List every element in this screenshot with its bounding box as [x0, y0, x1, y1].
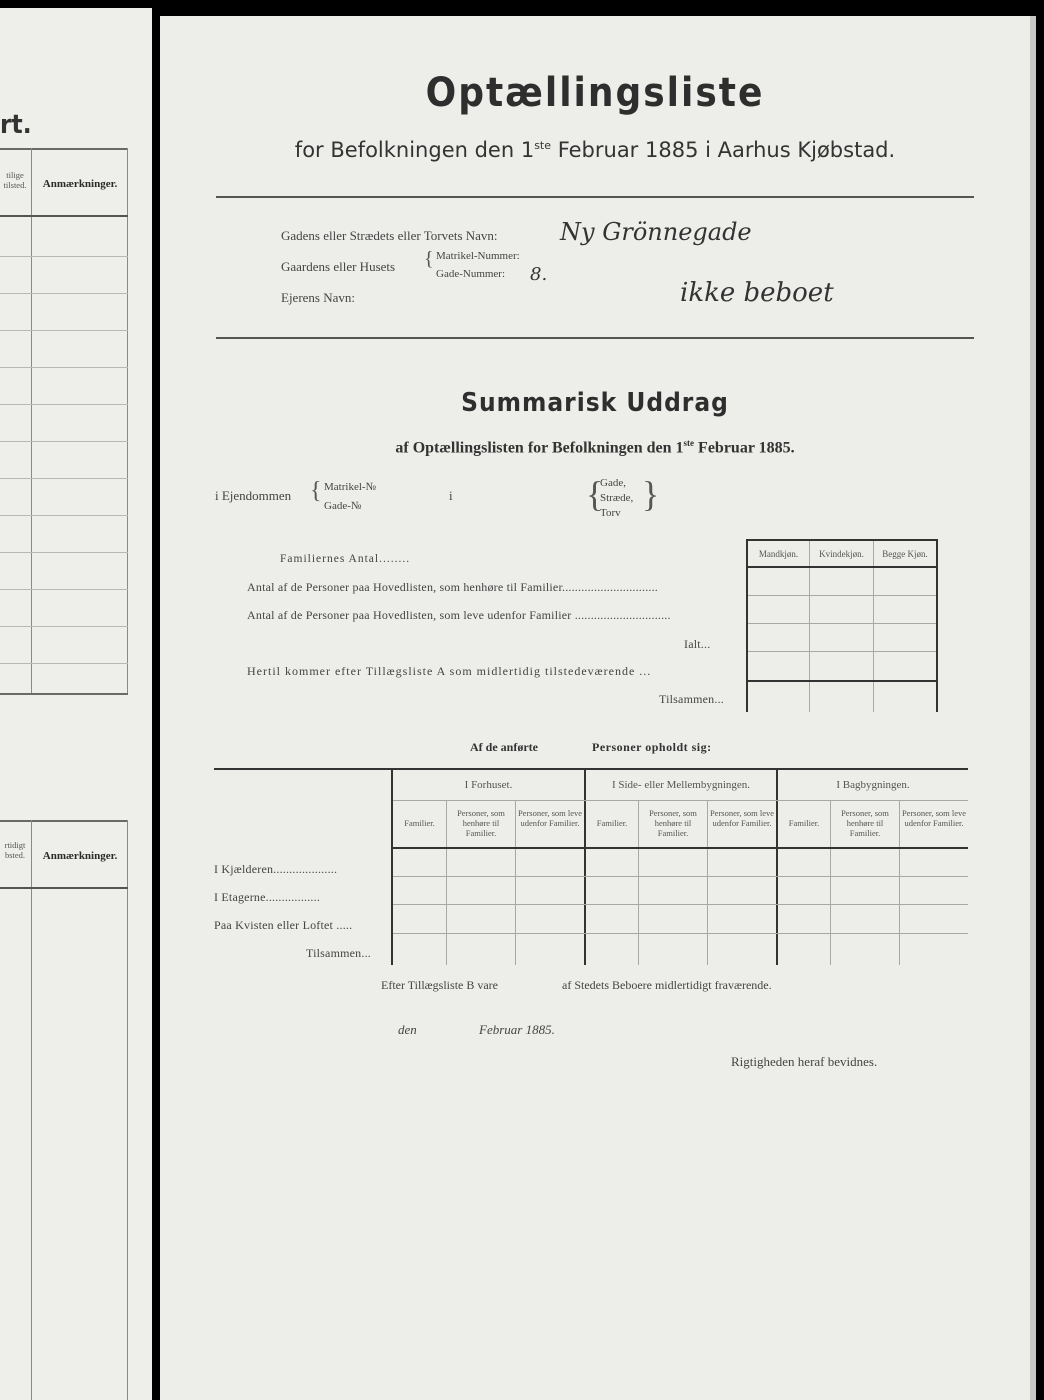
summary-title: Summarisk Uddrag — [461, 388, 729, 418]
left-row-line — [0, 552, 128, 553]
date-den: den — [398, 1022, 417, 1037]
owner-label: Ejerens Navn: — [281, 290, 356, 305]
street-label: Gadens eller Strædets eller Torvets Navn: — [281, 228, 498, 243]
street-value: Ny Grönnegade — [560, 218, 752, 246]
tillaeg-b-left: Efter Tillægsliste B vare — [381, 978, 498, 992]
property-label: i Ejendommen — [215, 488, 292, 503]
sub-persons-in: Personer, som henhøre til Familier. — [649, 808, 697, 838]
row-temporary: Hertil kommer efter Tillægsliste A som midlertidig tilstedeværende ... — [247, 664, 652, 678]
col-male: Mandkjøn. — [758, 549, 799, 559]
left-row-line — [0, 404, 128, 405]
summary-subtitle: af Optællingslisten for Befolkningen den 1ste Februar 1885. — [395, 438, 795, 457]
left-column-edge — [127, 148, 128, 693]
left-row-line — [0, 330, 128, 331]
residence-table-top — [214, 768, 968, 770]
house-label: Gaardens eller Husets — [281, 259, 396, 274]
sub-familier: Familier. — [788, 818, 820, 828]
street-type-brace-right: } — [642, 474, 660, 514]
row-persons-outside-family: Antal af de Personer paa Hovedlisten, som leve udenfor Familier .............................. — [247, 608, 671, 622]
sub-persons-out: Personer, som leve udenfor Familier. — [709, 808, 775, 828]
residence-group-rule — [393, 800, 968, 801]
header-rule-bottom — [216, 337, 974, 339]
left-page — [0, 8, 152, 1400]
group-bagbygning: I Bagbygningen. — [836, 779, 910, 791]
left-header-rule-2 — [0, 887, 128, 889]
left-row-line — [0, 515, 128, 516]
residence-row-line — [393, 876, 968, 877]
col-female: Kvindekjøn. — [819, 549, 864, 559]
page-title: Optællingsliste — [425, 70, 765, 116]
gender-table-top — [746, 539, 938, 541]
page-edge — [1030, 16, 1036, 1400]
gender-table-row-line — [748, 595, 936, 596]
left-column-edge-2 — [127, 820, 128, 1400]
gade-label: Gade-Nummer: — [436, 268, 506, 280]
left-row-line — [0, 367, 128, 368]
left-mid-rule — [0, 693, 128, 695]
residence-header-rule — [393, 847, 968, 849]
left-column-divider — [31, 148, 32, 693]
street-types: Gade, Stræde, Torv — [600, 477, 634, 519]
sub-persons-in: Personer, som henhøre til Familier. — [841, 808, 889, 838]
row-total: Ialt... — [684, 637, 711, 651]
house-brace: { — [424, 248, 434, 270]
row-family-count: Familiernes Antal........ — [280, 553, 411, 565]
gender-table-row-line — [748, 623, 936, 624]
left-bottom-table-rule — [0, 820, 128, 822]
left-row-line — [0, 589, 128, 590]
sub-persons-out: Personer, som leve udenfor Familier. — [901, 808, 967, 828]
left-row-line — [0, 626, 128, 627]
left-top-rule — [0, 148, 128, 150]
sub-persons-in: Personer, som henhøre til Familier. — [457, 808, 505, 838]
residence-heading-right: Personer opholdt sig: — [592, 740, 712, 754]
gade-value: 8. — [530, 264, 548, 285]
gender-table-header-rule — [748, 566, 936, 568]
matrikel-no-label: Matrikel-№ — [324, 481, 377, 493]
left-row-line — [0, 441, 128, 442]
group-forhuset: I Forhuset. — [464, 779, 513, 791]
tillaeg-b-right: af Stedets Beboere midlertidigt fraværende. — [562, 978, 772, 992]
left-row-line — [0, 663, 128, 664]
left-row-line — [0, 478, 128, 479]
left-row-line — [0, 256, 128, 257]
i-label: i — [449, 488, 453, 503]
group-sidebygning: I Side- eller Mellembygningen. — [611, 779, 751, 791]
owner-value: ikke beboet — [680, 278, 834, 308]
residence-row-line — [393, 904, 968, 905]
property-brace: { — [310, 478, 322, 504]
gender-table-right — [936, 539, 938, 712]
gender-table-row-line — [748, 680, 936, 682]
left-col-header-label: Anmærkninger. — [42, 178, 118, 190]
attestation: Rigtigheden heraf bevidnes. — [731, 1054, 878, 1069]
header-rule-top — [216, 196, 974, 198]
matrikel-label: Matrikel-Nummer: — [436, 250, 520, 262]
sub-familier: Familier. — [404, 818, 435, 828]
gade-no-label: Gade-№ — [324, 500, 362, 512]
row-attic: Paa Kvisten eller Loftet ..... — [214, 918, 353, 932]
residence-row-line — [393, 933, 968, 934]
left-col-header-label-2: Anmærkninger. — [42, 850, 118, 862]
page-subtitle: for Befolkningen den 1ste Februar 1885 i Aarhus Kjøbstad. — [294, 138, 896, 162]
left-header-rule — [0, 215, 128, 217]
row-cellar: I Kjælderen.................... — [214, 862, 338, 876]
residence-heading-left: Af de anførte — [470, 740, 538, 754]
row-persons-in-family: Antal af de Personer paa Hovedlisten, som henhøre til Familier.............................. — [247, 580, 658, 594]
left-page-partial-title: rt. — [0, 110, 32, 140]
col-both: Begge Kjøn. — [882, 549, 928, 559]
left-col-header-a: tilige tilsted. — [3, 170, 27, 190]
gender-table-row-line — [748, 651, 936, 652]
left-column-divider-2 — [31, 820, 32, 1400]
row-residence-total: Tilsammen... — [306, 946, 371, 960]
sub-persons-out: Personer, som leve udenfor Familier. — [517, 808, 583, 828]
left-row-line — [0, 293, 128, 294]
row-grand-total: Tilsammen... — [659, 692, 724, 706]
street-type-brace-left: { — [586, 474, 604, 514]
gender-table-left — [746, 539, 748, 712]
sub-familier: Familier. — [596, 818, 628, 828]
left-col-header-b: rtidigt bsted. — [4, 840, 26, 860]
date-month: Februar 1885. — [479, 1022, 555, 1037]
row-floors: I Etagerne................. — [214, 890, 321, 904]
